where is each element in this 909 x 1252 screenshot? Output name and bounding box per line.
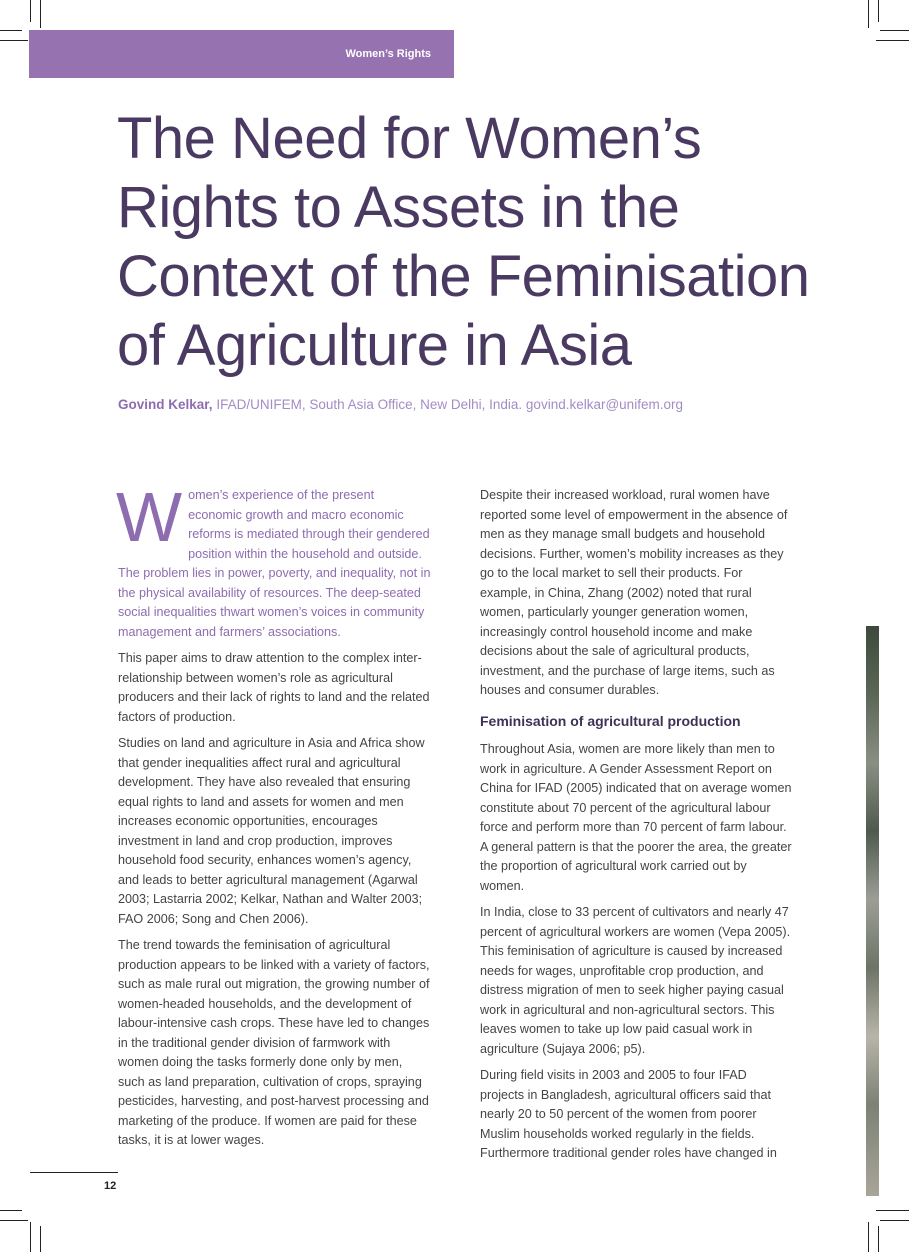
crop-mark [40, 1226, 41, 1252]
body-paragraph: This paper aims to draw attention to the complex inter-relationship between women’s role as agricultural producers and their lack of rights to land and the related factors of production. [118, 651, 430, 724]
crop-mark [876, 1210, 909, 1211]
article-title [117, 104, 817, 380]
lead-text: omen’s experience of the present economic growth and macro economic reforms is mediated through their gendered position within the household and outside. The problem lies in power, poverty, and inequality, not in the physical availability of resources. The deep-seated social inequalities thwart women’s voices in community management and farmers’ associations. [118, 488, 431, 639]
crop-mark [0, 40, 28, 41]
body-paragraph: During field visits in 2003 and 2005 to four IFAD projects in Bangladesh, agricultural officers said that nearly 20 to 50 percent of the women from poorer Muslim households worked regularly in the fields. Furthermore traditional gender roles have changed in [480, 1068, 777, 1160]
left-column [116, 478, 431, 1158]
body-paragraph: The trend towards the feminisation of agricultural production appears to be linked with a variety of factors, such as male rural out migration, the growing number of women-headed households, and the development of labour-intensive cash crops. These have led to changes in the traditional gender division of farmwork with women doing the tasks formerly done only by men, such as land preparation, cultivation of crops, spraying pesticides, harvesting, and post-harvest processing and marketing of the produce. If women are paid for these tasks, it is at lower wages. [118, 938, 430, 1147]
crop-mark [868, 0, 869, 28]
body-paragraph: Despite their increased workload, rural women have reported some level of empowerment in the absence of men as they manage small budgets and household decisions. Further, women’s mobility increases as they go to the local market to sell their products. For example, in China, Zhang (2002) noted that rural women, particularly younger generation women, increasingly control household income and make decisions about the sale of agricultural products, investment, and the purchase of large items, such as houses and consumer durables. [480, 488, 788, 697]
crop-mark [878, 1226, 879, 1252]
crop-mark [880, 30, 909, 31]
author-affiliation: IFAD/UNIFEM, South Asia Office, New Delhi, India. govind.kelkar@unifem.org [216, 397, 683, 412]
title-line: Rights to Assets in the [117, 175, 680, 240]
crop-mark [0, 1220, 28, 1221]
drop-cap: W [116, 478, 183, 556]
section-heading: Feminisation of agricultural production [480, 712, 741, 729]
title-line: The Need for Women’s [117, 106, 702, 171]
byline [118, 397, 818, 412]
crop-mark [40, 0, 41, 28]
crop-mark [30, 1222, 31, 1252]
crop-mark [0, 30, 22, 31]
photo-strip [866, 626, 879, 1196]
crop-mark [868, 1222, 869, 1252]
body-paragraph: Throughout Asia, women are more likely than men to work in agriculture. A Gender Assessment Report on China for IFAD (2005) indicated that on average women constitute about 70 percent of the agricultural labour force and perform more than 70 percent of farm labour. A general pattern is that the poorer the area, the greater the proportion of agricultural work carried out by women. [480, 742, 792, 893]
title-line: Context of the Feminisation [117, 244, 810, 309]
body-paragraph: In India, close to 33 percent of cultivators and nearly 47 percent of agricultural workers are women (Vepa 2005). This feminisation of agriculture is caused by increased needs for wages, unprofitable crop production, and distress migration of men to seek higher paying casual work in agricultural and non-agricultural sectors. This leaves women to take up low paid casual work in agriculture (Sujaya 2006; p5). [480, 905, 791, 1056]
author-name: Govind Kelkar, [118, 397, 213, 412]
section-label: Women’s Rights [345, 48, 431, 60]
right-column [480, 486, 792, 1171]
title-line: of Agriculture in Asia [117, 313, 632, 378]
crop-mark [880, 1220, 909, 1221]
crop-mark [0, 1210, 22, 1211]
body-paragraph: Studies on land and agriculture in Asia and Africa show that gender inequalities affect rural and agricultural development. They have also revealed that ensuring equal rights to land and assets for women and men increases economic opportunities, encourages investment in land and crop production, improves household food security, enhances women’s agency, and leads to better agricultural management (Agarwal 2003; Lastarria 2002; Kelkar, Nathan and Walter 2003; FAO 2006; Song and Chen 2006). [118, 736, 425, 926]
section-tab [29, 30, 454, 78]
crop-mark [876, 40, 909, 41]
crop-mark [30, 0, 31, 22]
crop-mark [878, 0, 879, 22]
lead-paragraph [116, 478, 431, 642]
footer-rule [30, 1172, 118, 1173]
page-number: 12 [104, 1180, 117, 1192]
